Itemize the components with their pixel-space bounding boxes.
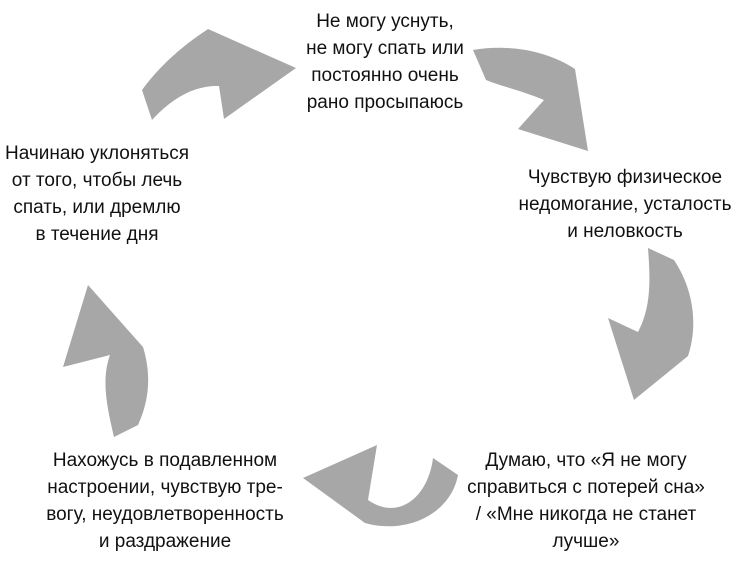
node-physical-line: Чувствую физическое bbox=[527, 167, 723, 188]
curved-arrow-shape bbox=[303, 445, 458, 526]
arrow-mood-to-avoidance-icon bbox=[58, 285, 150, 437]
node-avoidance-line: спать, или дремлю bbox=[13, 197, 181, 218]
node-avoidance-line: от того, чтобы лечь bbox=[11, 170, 183, 191]
node-insomnia-line: Не могу уснуть, bbox=[316, 11, 454, 32]
curved-arrow-shape bbox=[63, 285, 148, 437]
node-insomnia-line: постоянно очень bbox=[311, 65, 459, 86]
node-thoughts-line: справиться с потерей сна» bbox=[467, 477, 705, 498]
curved-arrow-shape bbox=[473, 48, 588, 151]
node-thoughts-line: / «Мне никогда не станет bbox=[475, 504, 697, 525]
node-insomnia-line: не могу спать или bbox=[306, 38, 464, 59]
node-mood-line: Нахожусь в подавленном bbox=[52, 450, 278, 471]
arrow-avoidance-to-insomnia-icon bbox=[142, 28, 296, 120]
node-mood-line: настроении, чувствую тре- bbox=[47, 477, 283, 498]
node-thoughts-line: Думаю, что «Я не могу bbox=[485, 450, 687, 471]
arrow-physical-to-thoughts-icon bbox=[608, 248, 696, 400]
node-avoidance-line: в течение дня bbox=[35, 224, 159, 245]
curved-arrow-shape bbox=[608, 248, 693, 400]
curved-arrow-shape bbox=[142, 29, 296, 120]
node-depressed-mood bbox=[46, 447, 284, 555]
node-negative-thoughts bbox=[467, 447, 705, 555]
node-mood-line: и раздражение bbox=[98, 531, 232, 552]
node-insomnia-line: рано просыпаюсь bbox=[306, 92, 464, 113]
node-physical-line: недомогание, усталость bbox=[518, 194, 732, 215]
node-insomnia bbox=[306, 8, 464, 116]
arrow-insomnia-to-physical-icon bbox=[472, 44, 590, 152]
node-physical-discomfort bbox=[518, 164, 731, 245]
node-sleep-avoidance bbox=[5, 140, 189, 248]
arrow-thoughts-to-mood-icon bbox=[303, 443, 461, 538]
node-avoidance-line: Начинаю уклоняться bbox=[4, 143, 190, 164]
node-mood-line: вогу, неудовлетворенность bbox=[46, 504, 284, 525]
node-physical-line: и неловкость bbox=[567, 221, 683, 242]
node-thoughts-line: лучше» bbox=[552, 531, 620, 552]
